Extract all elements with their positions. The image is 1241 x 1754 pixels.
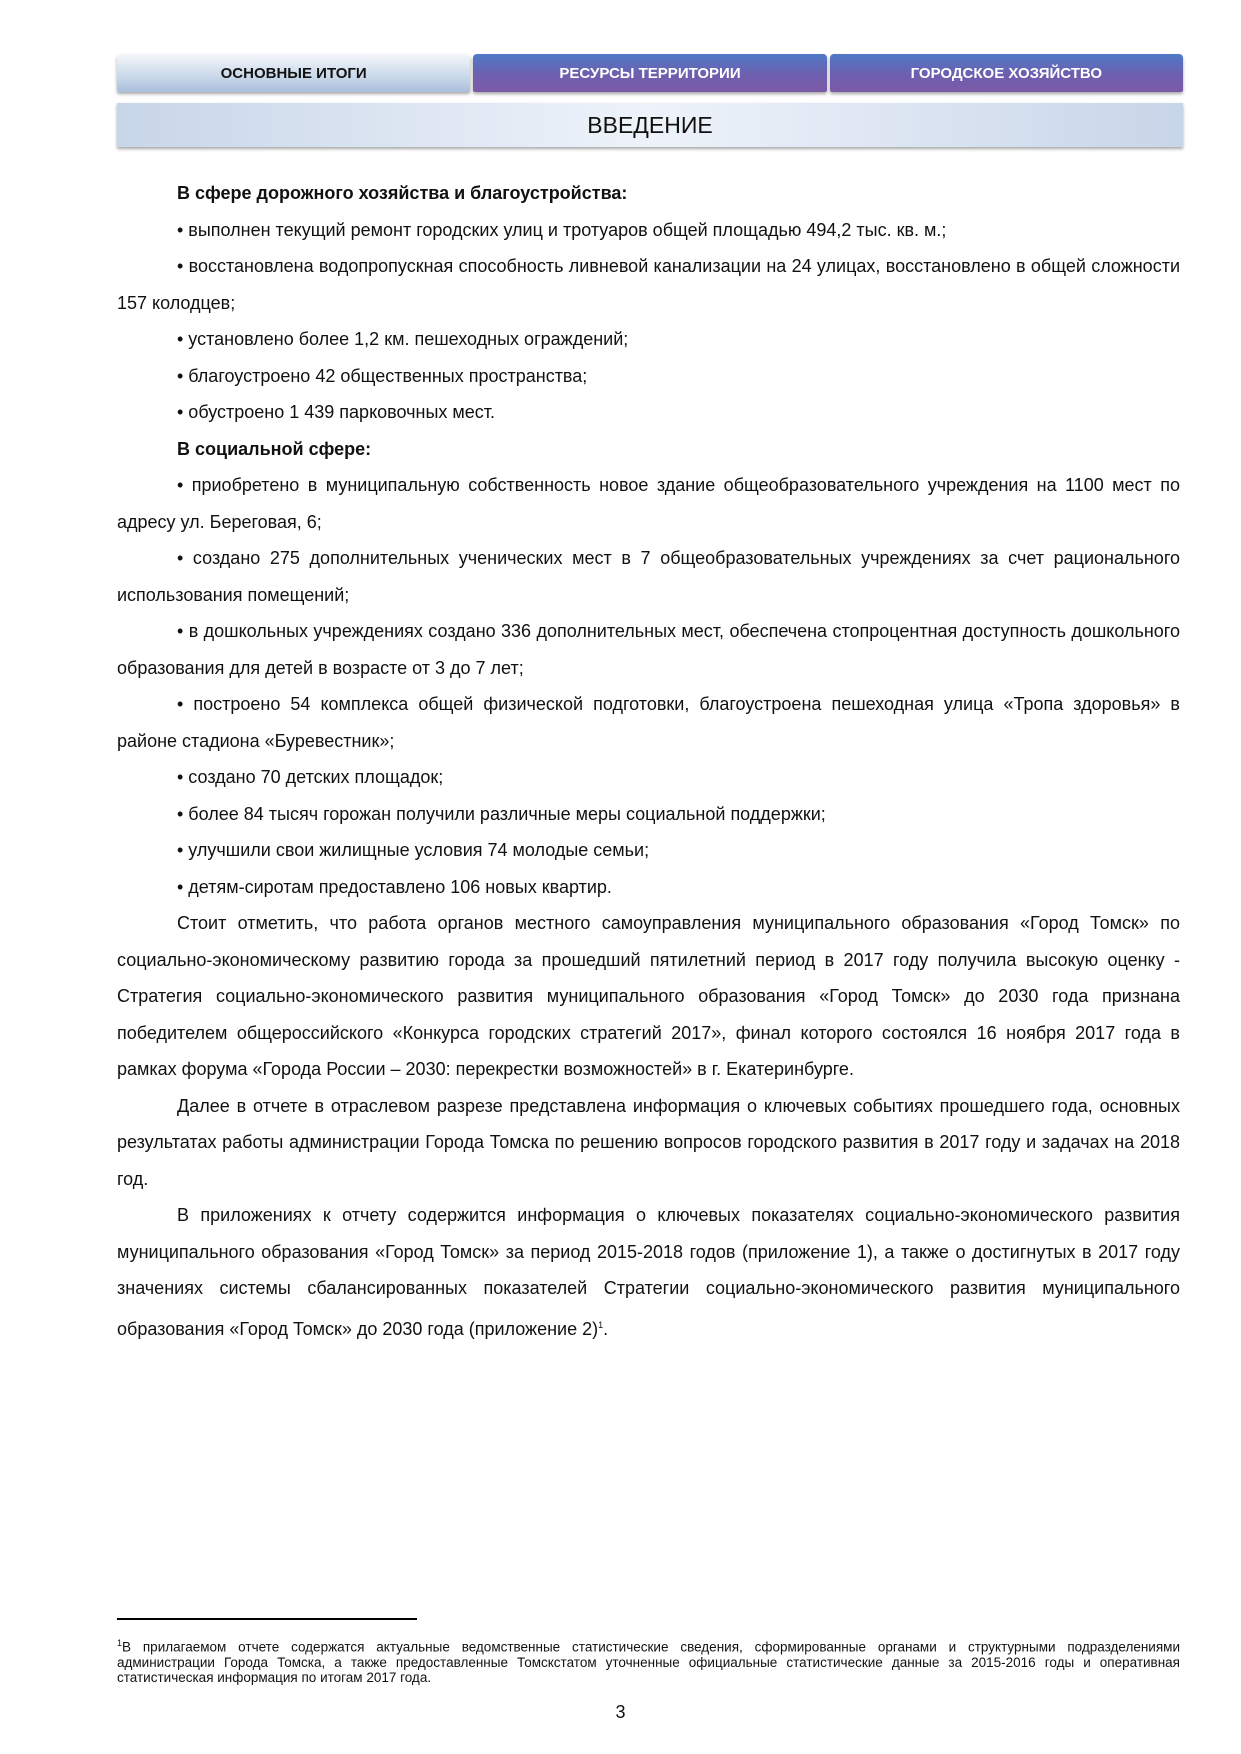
list-item: • установлено более 1,2 км. пешеходных ограждений; [177, 329, 629, 349]
list-item: • обустроено 1 439 парковочных мест. [177, 402, 496, 422]
list-item: • более 84 тысяч горожан получили различные меры социальной поддержки; [177, 803, 826, 824]
list-item: • детям-сиротам предоставлено 106 новых квартир. [177, 876, 612, 897]
paragraph [117, 1197, 1180, 1347]
list-item: • благоустроено 42 общественных пространства; [177, 365, 588, 386]
footnote-text: В прилагаемом отчете содержатся актуальные ведомственные статистические сведения, сформированные органами и структурными подразделениями администрации Города Томска, а также предоставленные Томскстатом уточненные официальные статистические данные за 2015-2016 годы и оперативная статистическая информация по итогам 2017 года. [117, 1639, 1180, 1685]
heading-social: В социальной сфере: [177, 438, 372, 459]
footnote-separator [117, 1618, 417, 1620]
list-item: • в дошкольных учреждениях создано 336 дополнительных мест, обеспечена стопроцентная доступность дошкольного образования для детей в возрасте от 3 до 7 лет; [117, 621, 1180, 678]
page-number: 3 [615, 1702, 626, 1722]
list-item: • создано 70 детских площадок; [177, 767, 444, 787]
tab-city-economy[interactable]: ГОРОДСКОЕ ХОЗЯЙСТВО [830, 54, 1183, 92]
list-item: • приобретено в муниципальную собственность новое здание общеобразовательного учреждения на 1100 мест по адресу ул. Береговая, 6; [117, 475, 1180, 532]
footnote-marker: 1 [117, 1638, 123, 1648]
tab-territory-resources[interactable]: РЕСУРСЫ ТЕРРИТОРИИ [473, 54, 826, 92]
heading-roads: В сфере дорожного хозяйства и благоустройства: [177, 183, 628, 203]
section-title: ВВЕДЕНИЕ [117, 103, 1183, 147]
footnote-reference[interactable]: 1 [598, 1319, 604, 1330]
document-body [117, 175, 1180, 1347]
paragraph: Стоит отметить, что работа органов местного самоуправления муниципального образования «Город Томск» по социально-экономическому развитию города за прошедший пятилетний период в 2017 году получила высокую оценку - Стратегия социально-экономического развития муниципального образования «Город Томск» до 2030 года признана победителем общероссийского «Конкурса городских стратегий 2017», финал которого состоялся 16 ноября 2017 года в рамках форума «Города России – 2030: перекрестки возможностей» в г. Екатеринбурге. [117, 913, 1180, 1079]
list-item: • построено 54 комплекса общей физической подготовки, благоустроена пешеходная улица «Тропа здоровья» в районе стадиона «Буревестник»; [117, 694, 1180, 751]
paragraph-tail: . [603, 1318, 609, 1339]
paragraph-text: В приложениях к отчету содержится информация о ключевых показателях социально-экономического развития муниципального образования «Город Томск» за период 2015-2018 годов (приложение 1), а также о достигнутых в 2017 году значениях системы сбалансированных показателей Стратегии социально-экономического развития муниципального образования «Город Томск» до 2030 года (приложение 2) [117, 1205, 1180, 1339]
paragraph: Далее в отчете в отраслевом разрезе представлена информация о ключевых событиях прошедшего года, основных результатах работы администрации Города Томска по решению вопросов городского развития в 2017 году и задачах на 2018 год. [117, 1095, 1180, 1189]
list-item: • улучшили свои жилищные условия 74 молодые семьи; [177, 840, 650, 860]
tab-main-results[interactable]: ОСНОВНЫЕ ИТОГИ [117, 54, 470, 92]
list-item: • выполнен текущий ремонт городских улиц и тротуаров общей площадью 494,2 тыс. кв. м.; [177, 219, 947, 240]
list-item: • создано 275 дополнительных ученических мест в 7 общеобразовательных учреждениях за счет рационального использования помещений; [117, 548, 1180, 605]
list-item: • восстановлена водопропускная способность ливневой канализации на 24 улицах, восстановлено в общей сложности 157 колодцев; [117, 256, 1180, 313]
footnote [117, 1636, 1180, 1685]
section-tabs [117, 54, 1183, 92]
